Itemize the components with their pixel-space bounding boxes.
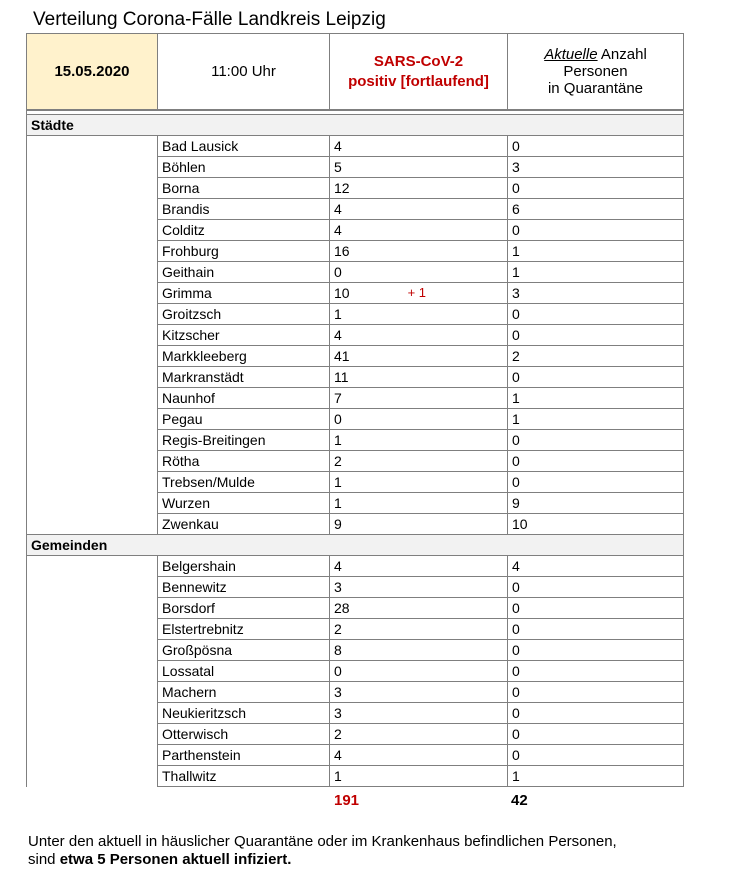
municipality-name: Grimma xyxy=(158,283,330,304)
blank-cell xyxy=(27,682,158,703)
table-row xyxy=(27,451,684,472)
blank-cell xyxy=(27,388,158,409)
cases-table xyxy=(26,33,684,787)
blank-cell xyxy=(27,241,158,262)
positive-cell xyxy=(330,766,508,787)
table-row xyxy=(27,199,684,220)
table-row xyxy=(27,220,684,241)
section-header xyxy=(27,115,684,136)
table-row xyxy=(27,388,684,409)
positive-count: 12 xyxy=(334,180,350,196)
blank-cell xyxy=(27,367,158,388)
table-row xyxy=(27,262,684,283)
quarantine-count: 1 xyxy=(508,409,684,430)
blank-cell xyxy=(27,472,158,493)
quarantine-count: 10 xyxy=(508,514,684,535)
blank-cell xyxy=(27,178,158,199)
blank-cell xyxy=(27,157,158,178)
quarantine-count: 1 xyxy=(508,241,684,262)
positive-count: 4 xyxy=(334,747,342,763)
positive-cell xyxy=(330,661,508,682)
table-row xyxy=(27,346,684,367)
table-row xyxy=(27,577,684,598)
positive-cell xyxy=(330,514,508,535)
positive-cell xyxy=(330,409,508,430)
positive-cell xyxy=(330,346,508,367)
positive-count: 4 xyxy=(334,201,342,217)
municipality-name: Pegau xyxy=(158,409,330,430)
positive-cell xyxy=(330,157,508,178)
quarantine-count: 0 xyxy=(508,325,684,346)
report-date: 15.05.2020 xyxy=(27,34,158,111)
quarantine-count: 0 xyxy=(508,472,684,493)
quarantine-count: 1 xyxy=(508,262,684,283)
quarantine-column-header xyxy=(508,34,684,111)
positive-cell xyxy=(330,241,508,262)
blank-cell xyxy=(27,199,158,220)
positive-count: 5 xyxy=(334,159,342,175)
quarantine-header-line3: in Quarantäne xyxy=(547,80,644,97)
positive-count: 2 xyxy=(334,453,342,469)
municipality-name: Groitzsch xyxy=(158,304,330,325)
positive-count: 10 xyxy=(334,285,350,301)
blank-cell xyxy=(27,703,158,724)
blank-cell xyxy=(27,745,158,766)
positive-cell xyxy=(330,598,508,619)
table-row xyxy=(27,304,684,325)
table-row xyxy=(27,472,684,493)
municipality-name: Großpösna xyxy=(158,640,330,661)
table-row xyxy=(27,745,684,766)
positive-cell xyxy=(330,304,508,325)
table-row xyxy=(27,661,684,682)
footer-note xyxy=(28,833,728,869)
blank-cell xyxy=(27,409,158,430)
quarantine-header-emphasis: Aktuelle xyxy=(544,46,598,63)
footer-line2-bold: etwa 5 Personen aktuell infiziert. xyxy=(59,851,292,868)
quarantine-count: 0 xyxy=(508,220,684,241)
table-header-row xyxy=(27,34,684,111)
table-row xyxy=(27,724,684,745)
positive-cell xyxy=(330,367,508,388)
quarantine-count: 6 xyxy=(508,199,684,220)
positive-cell xyxy=(330,199,508,220)
positive-count: 16 xyxy=(334,243,350,259)
positive-count: 3 xyxy=(334,705,342,721)
positive-cell xyxy=(330,430,508,451)
positive-cell xyxy=(330,178,508,199)
positive-count: 2 xyxy=(334,621,342,637)
positive-count: 8 xyxy=(334,642,342,658)
quarantine-count: 0 xyxy=(508,451,684,472)
positive-cell xyxy=(330,682,508,703)
positive-count: 3 xyxy=(334,579,342,595)
table-row xyxy=(27,178,684,199)
municipality-name: Naunhof xyxy=(158,388,330,409)
positive-count: 0 xyxy=(334,411,342,427)
municipality-name: Frohburg xyxy=(158,241,330,262)
municipality-name: Rötha xyxy=(158,451,330,472)
positive-header-line1: SARS-CoV-2 xyxy=(373,52,464,70)
blank-cell xyxy=(27,577,158,598)
positive-cell xyxy=(330,283,508,304)
positive-header-line2: positiv [fortlaufend] xyxy=(348,72,489,90)
report-time: 11:00 Uhr xyxy=(158,34,330,111)
quarantine-count: 0 xyxy=(508,304,684,325)
table-row xyxy=(27,766,684,787)
quarantine-count: 0 xyxy=(508,136,684,157)
positive-cell xyxy=(330,493,508,514)
section-label: Gemeinden xyxy=(27,535,684,556)
municipality-name: Neukieritzsch xyxy=(158,703,330,724)
table-row xyxy=(27,514,684,535)
municipality-name: Parthenstein xyxy=(158,745,330,766)
blank-cell xyxy=(27,556,158,577)
positive-column-header xyxy=(330,34,508,111)
quarantine-count: 1 xyxy=(508,766,684,787)
positive-delta: + 1 xyxy=(407,285,427,300)
municipality-name: Markranstädt xyxy=(158,367,330,388)
blank-cell xyxy=(27,640,158,661)
positive-cell xyxy=(330,451,508,472)
quarantine-count: 0 xyxy=(508,682,684,703)
positive-count: 0 xyxy=(334,663,342,679)
table-row xyxy=(27,682,684,703)
blank-cell xyxy=(27,661,158,682)
table-row xyxy=(27,556,684,577)
positive-count: 11 xyxy=(334,369,349,385)
table-row xyxy=(27,493,684,514)
blank-cell xyxy=(27,304,158,325)
table-row xyxy=(27,136,684,157)
quarantine-count: 3 xyxy=(508,283,684,304)
blank-cell xyxy=(27,598,158,619)
table-row xyxy=(27,325,684,346)
positive-count: 3 xyxy=(334,684,342,700)
positive-cell xyxy=(330,640,508,661)
positive-cell xyxy=(330,220,508,241)
blank-cell xyxy=(27,283,158,304)
municipality-name: Böhlen xyxy=(158,157,330,178)
table-row xyxy=(27,430,684,451)
municipality-name: Thallwitz xyxy=(158,766,330,787)
positive-count: 1 xyxy=(334,306,342,322)
positive-cell xyxy=(330,262,508,283)
municipality-name: Wurzen xyxy=(158,493,330,514)
municipality-name: Belgershain xyxy=(158,556,330,577)
table-row xyxy=(27,283,684,304)
quarantine-count: 0 xyxy=(508,598,684,619)
blank-cell xyxy=(27,136,158,157)
positive-count: 4 xyxy=(334,138,342,154)
quarantine-count: 4 xyxy=(508,556,684,577)
municipality-name: Colditz xyxy=(158,220,330,241)
positive-cell xyxy=(330,619,508,640)
quarantine-count: 9 xyxy=(508,493,684,514)
quarantine-header-line2: Personen xyxy=(563,63,628,80)
positive-count: 4 xyxy=(334,558,342,574)
blank-cell xyxy=(27,346,158,367)
positive-count: 1 xyxy=(334,432,342,448)
positive-cell xyxy=(330,472,508,493)
total-quarantine: 42 xyxy=(511,792,528,809)
blank-cell xyxy=(27,514,158,535)
blank-cell xyxy=(27,724,158,745)
table-row xyxy=(27,157,684,178)
positive-count: 0 xyxy=(334,264,342,280)
positive-count: 1 xyxy=(334,495,342,511)
positive-cell xyxy=(330,325,508,346)
section-label: Städte xyxy=(27,115,684,136)
positive-count: 28 xyxy=(334,600,350,616)
quarantine-count: 0 xyxy=(508,724,684,745)
municipality-name: Brandis xyxy=(158,199,330,220)
municipality-name: Lossatal xyxy=(158,661,330,682)
blank-cell xyxy=(27,220,158,241)
blank-cell xyxy=(27,493,158,514)
positive-count: 7 xyxy=(334,390,342,406)
positive-cell xyxy=(330,724,508,745)
footer-line1: Unter den aktuell in häuslicher Quarantäne oder im Krankenhaus befindlichen Personen, xyxy=(28,833,617,850)
municipality-name: Machern xyxy=(158,682,330,703)
blank-cell xyxy=(27,619,158,640)
positive-cell xyxy=(330,703,508,724)
blank-cell xyxy=(27,451,158,472)
municipality-name: Bennewitz xyxy=(158,577,330,598)
quarantine-count: 0 xyxy=(508,178,684,199)
quarantine-header-line1: Anzahl xyxy=(597,46,647,63)
municipality-name: Elstertrebnitz xyxy=(158,619,330,640)
table-row xyxy=(27,619,684,640)
document-title: Verteilung Corona-Fälle Landkreis Leipzig xyxy=(33,9,386,30)
table-row xyxy=(27,409,684,430)
positive-count: 1 xyxy=(334,768,342,784)
footer-line2-text: sind xyxy=(28,851,60,868)
municipality-name: Trebsen/Mulde xyxy=(158,472,330,493)
blank-cell xyxy=(27,325,158,346)
table-row xyxy=(27,598,684,619)
quarantine-count: 0 xyxy=(508,430,684,451)
municipality-name: Otterwisch xyxy=(158,724,330,745)
blank-cell xyxy=(27,766,158,787)
positive-count: 9 xyxy=(334,516,342,532)
total-positive: 191 xyxy=(334,792,360,809)
blank-cell xyxy=(27,430,158,451)
quarantine-count: 0 xyxy=(508,703,684,724)
municipality-name: Geithain xyxy=(158,262,330,283)
municipality-name: Zwenkau xyxy=(158,514,330,535)
quarantine-count: 2 xyxy=(508,346,684,367)
municipality-name: Markkleeberg xyxy=(158,346,330,367)
quarantine-count: 3 xyxy=(508,157,684,178)
positive-count: 41 xyxy=(334,348,350,364)
positive-count: 1 xyxy=(334,474,342,490)
positive-cell xyxy=(330,577,508,598)
quarantine-count: 0 xyxy=(508,577,684,598)
positive-cell xyxy=(330,136,508,157)
positive-cell xyxy=(330,556,508,577)
quarantine-count: 1 xyxy=(508,388,684,409)
positive-cell xyxy=(330,745,508,766)
blank-cell xyxy=(27,262,158,283)
positive-count: 4 xyxy=(334,222,342,238)
section-header xyxy=(27,535,684,556)
table-row xyxy=(27,703,684,724)
municipality-name: Kitzscher xyxy=(158,325,330,346)
positive-count: 4 xyxy=(334,327,342,343)
positive-count: 2 xyxy=(334,726,342,742)
quarantine-count: 0 xyxy=(508,661,684,682)
quarantine-count: 0 xyxy=(508,745,684,766)
table-row xyxy=(27,640,684,661)
municipality-name: Bad Lausick xyxy=(158,136,330,157)
quarantine-count: 0 xyxy=(508,640,684,661)
municipality-name: Borna xyxy=(158,178,330,199)
municipality-name: Regis-Breitingen xyxy=(158,430,330,451)
quarantine-count: 0 xyxy=(508,367,684,388)
table-row xyxy=(27,367,684,388)
municipality-name: Borsdorf xyxy=(158,598,330,619)
positive-cell xyxy=(330,388,508,409)
quarantine-count: 0 xyxy=(508,619,684,640)
table-row xyxy=(27,241,684,262)
